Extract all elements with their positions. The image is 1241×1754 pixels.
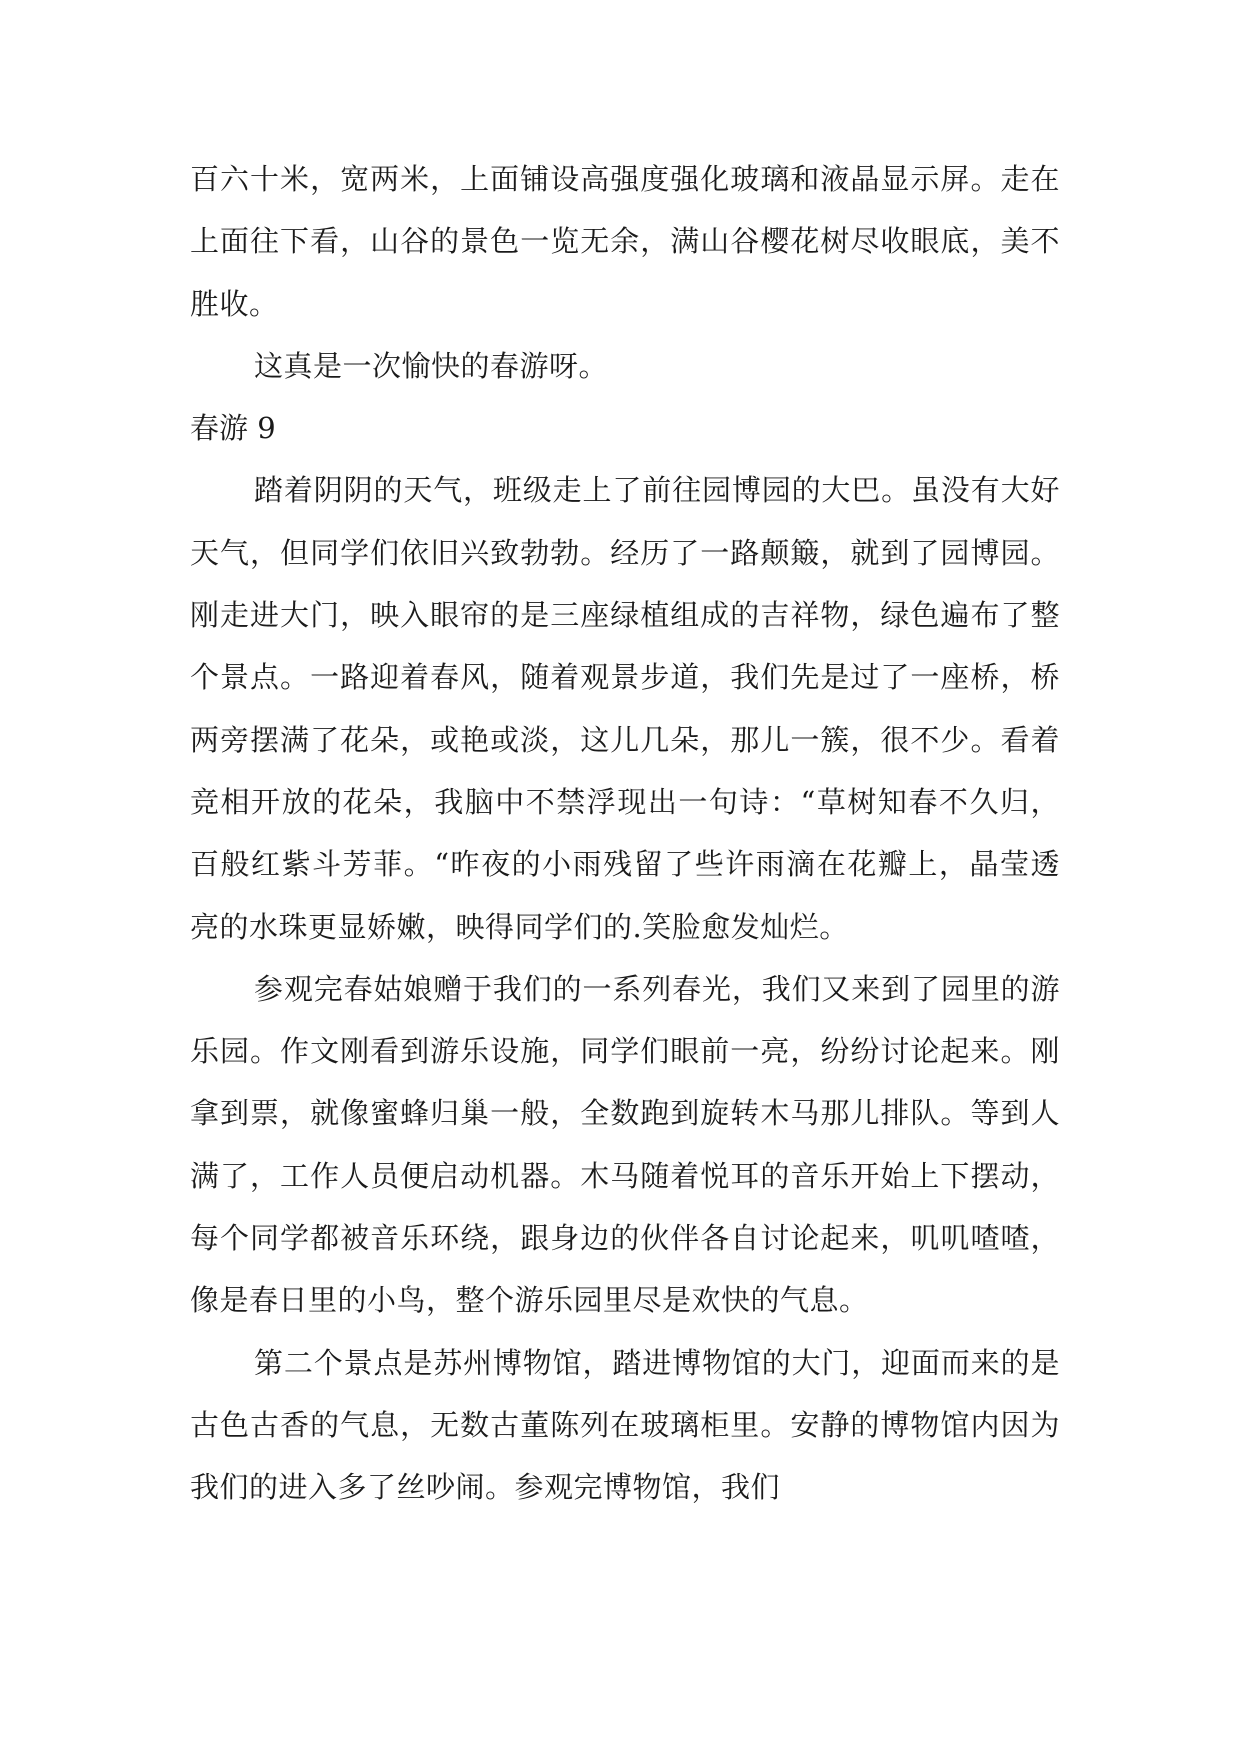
paragraph-continuation: 百六十米，宽两米，上面铺设高强度强化玻璃和液晶显示屏。走在上面往下看，山谷的景色一览无余，满山谷樱花树尽收眼底，美不胜收。 — [190, 162, 1060, 321]
section-heading: 春游 9 — [190, 411, 276, 446]
paragraph-amusement-park: 参观完春姑娘赠于我们的一系列春光，我们又来到了园里的游乐园。作文刚看到游乐设施，同学们眼前一亮，纷纷讨论起来。刚拿到票，就像蜜蜂归巢一般，全数跑到旋转木马那儿排队。等到人满了，工作人员便启动机器。木马随着悦耳的音乐开始上下摆动，每个同学都被音乐环绕，跟身边的伙伴各自讨论起来，叽叽喳喳，像是春日里的小鸟，整个游乐园里尽是欢快的气息。 — [190, 971, 1060, 1318]
paragraph-closing: 这真是一次愉快的春游呀。 — [254, 348, 609, 383]
paragraph-suzhou-museum: 第二个景点是苏州博物馆，踏进博物馆的大门，迎面而来的是古色古香的气息，无数古董陈列在玻璃柜里。安静的博物馆内因为我们的进入多了丝吵闹。参观完博物馆，我们 — [190, 1345, 1060, 1505]
document-page — [190, 148, 1060, 1519]
paragraph-garden-expo: 踏着阴阴的天气，班级走上了前往园博园的大巴。虽没有大好天气，但同学们依旧兴致勃勃。经历了一路颠簸，就到了园博园。刚走进大门，映入眼帘的是三座绿植组成的吉祥物，绿色遍布了整个景点。一路迎着春风，随着观景步道，我们先是过了一座桥，桥两旁摆满了花朵，或艳或淡，这儿几朵，那儿一簇，很不少。看着竞相开放的花朵，我脑中不禁浮现出一句诗：“草树知春不久归，百般红紫斗芳菲。“昨夜的小雨残留了些许雨滴在花瓣上，晶莹透亮的水珠更显娇嫩，映得同学们的.笑脸愈发灿烂。 — [190, 473, 1060, 944]
